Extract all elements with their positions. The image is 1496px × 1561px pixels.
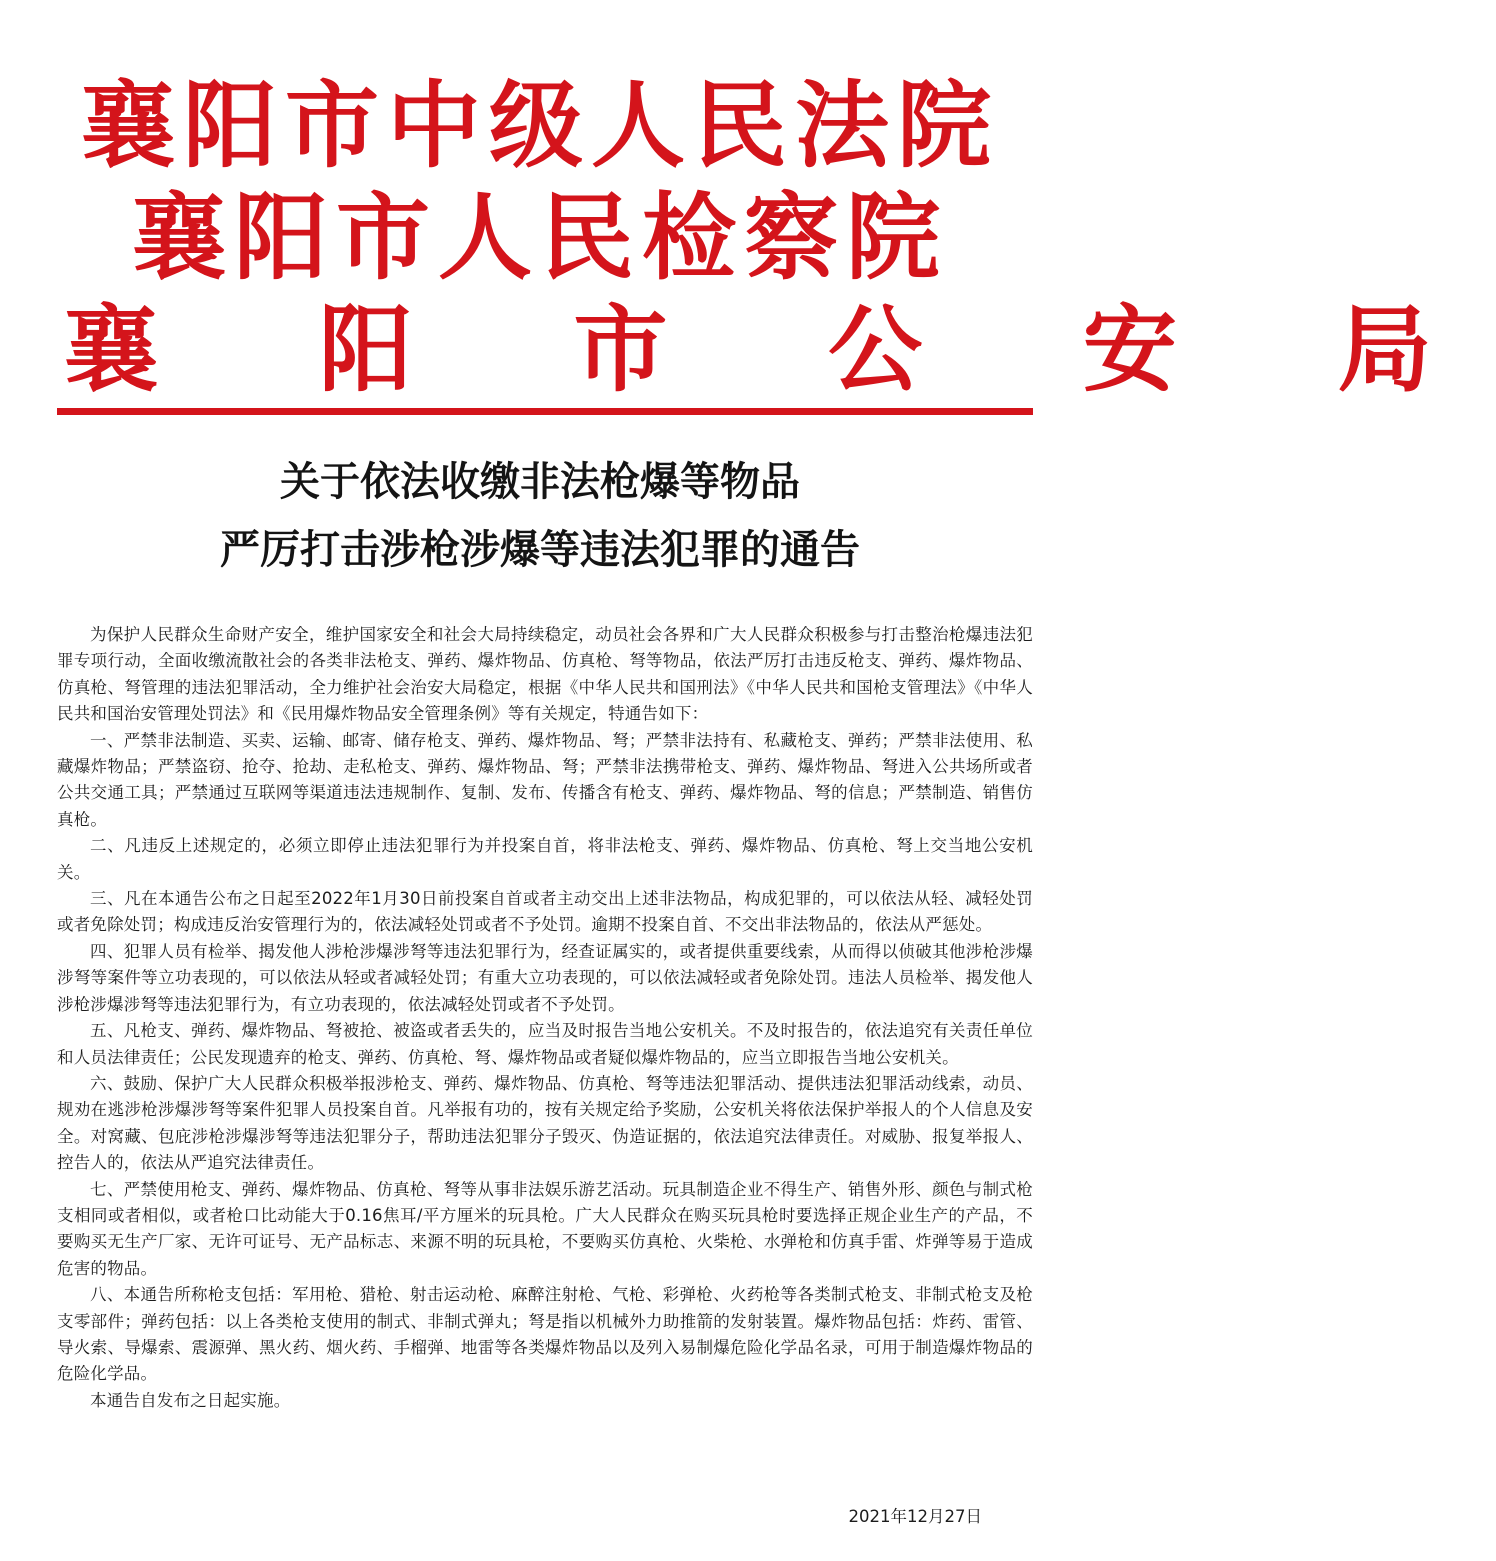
red-divider — [57, 408, 1033, 415]
title-line-2: 严厉打击涉枪涉爆等违法犯罪的通告 — [220, 526, 860, 573]
issuer-procuratorate: 襄阳市人民检察院 — [131, 183, 948, 293]
paragraph-7: 七、严禁使用枪支、弹药、爆炸物品、仿真枪、弩等从事非法娱乐游艺活动。玩具制造企业不得生产、销售外形、颜色与制式枪支相同或者相似，或者枪口比动能大于0.16焦耳/平方厘米的玩具枪。广大人民群众在购买玩具枪时要选择正规企业生产的产品，不要购买无生产厂家、无许可证号、无产品标志、来源不明的玩具枪，不要购买仿真枪、火柴枪、水弹枪和仿真手雷、炸弹等易于造成危害的物品。 — [57, 1179, 1033, 1278]
notice-title — [0, 448, 1080, 584]
paragraph-intro: 为保护人民群众生命财产安全，维护国家安全和社会大局持续稳定，动员社会各界和广大人民群众积极参与打击整治枪爆违法犯罪专项行动，全面收缴流散社会的各类非法枪支、弹药、爆炸物品、仿真枪、弩等物品，依法严厉打击违反枪支、弹药、爆炸物品、仿真枪、弩管理的违法犯罪活动，全力维护社会治安大局稳定，根据《中华人民共和国刑法》《中华人民共和国枪支管理法》《中华人民共和国治安管理处罚法》和《民用爆炸物品安全管理条例》等有关规定，特通告如下： — [57, 625, 1033, 724]
paragraph-8: 八、本通告所称枪支包括：军用枪、猎枪、射击运动枪、麻醉注射枪、气枪、彩弹枪、火药枪等各类制式枪支、非制式枪支及枪支零部件；弹药包括：以上各类枪支使用的制式、非制式弹丸；弩是指以机械外力助推箭的发射装置。爆炸物品包括：炸药、雷管、导火索、导爆索、震源弹、黑火药、烟火药、手榴弹、地雷等各类爆炸物品以及列入易制爆危险化学品名录，可用于制造爆炸物品的危险化学品。 — [57, 1285, 1033, 1384]
issuer-public-security: 襄 阳 市 公 安 局 — [64, 295, 1496, 405]
issuer-header — [0, 70, 1496, 406]
paragraph-3: 三、凡在本通告公布之日起至2022年1月30日前投案自首或者主动交出上述非法物品，构成犯罪的，可以依法从轻、减轻处罚或者免除处罚；构成违反治安管理行为的，依法减轻处罚或者不予处罚。逾期不投案自首、不交出非法物品的，依法从严惩处。 — [57, 889, 1033, 935]
issuer-court: 襄阳市中级人民法院 — [80, 71, 999, 181]
issue-date: 2021年12月27日 — [848, 1507, 982, 1526]
paragraph-5: 五、凡枪支、弹药、爆炸物品、弩被抢、被盗或者丢失的，应当及时报告当地公安机关。不及时报告的，依法追究有关责任单位和人员法律责任；公民发现遗弃的枪支、弹药、仿真枪、弩、爆炸物品或者疑似爆炸物品的，应当立即报告当地公安机关。 — [57, 1021, 1033, 1067]
paragraph-6: 六、鼓励、保护广大人民群众积极举报涉枪支、弹药、爆炸物品、仿真枪、弩等违法犯罪活动、提供违法犯罪活动线索，动员、规劝在逃涉枪涉爆涉弩等案件犯罪人员投案自首。凡举报有功的，按有关规定给予奖励，公安机关将依法保护举报人的个人信息及安全。对窝藏、包庇涉枪涉爆涉弩等违法犯罪分子，帮助违法犯罪分子毁灭、伪造证据的，依法追究法律责任。对威胁、报复举报人、控告人的，依法从严追究法律责任。 — [57, 1073, 1033, 1173]
notice-body — [57, 622, 1033, 1414]
title-line-1: 关于依法收缴非法枪爆等物品 — [280, 458, 800, 505]
paragraph-4: 四、犯罪人员有检举、揭发他人涉枪涉爆涉弩等违法犯罪行为，经查证属实的，或者提供重要线索，从而得以侦破其他涉枪涉爆涉弩等案件等立功表现的，可以依法从轻或者减轻处罚；有重大立功表现的，可以依法减轻或者免除处罚。违法人员检举、揭发他人涉枪涉爆涉弩等违法犯罪行为，有立功表现的，依法减轻处罚或者不予处罚。 — [57, 941, 1033, 1014]
paragraph-effective: 本通告自发布之日起实施。 — [90, 1390, 291, 1410]
paragraph-1: 一、严禁非法制造、买卖、运输、邮寄、储存枪支、弹药、爆炸物品、弩；严禁非法持有、私藏枪支、弹药；严禁非法使用、私藏爆炸物品；严禁盗窃、抢夺、抢劫、走私枪支、弹药、爆炸物品、弩；严禁非法携带枪支、弹药、爆炸物品、弩进入公共场所或者公共交通工具；严禁通过互联网等渠道违法违规制作、复制、发布、传播含有枪支、弹药、爆炸物品、弩的信息；严禁制造、销售仿真枪。 — [57, 730, 1033, 829]
paragraph-2: 二、凡违反上述规定的，必须立即停止违法犯罪行为并投案自首，将非法枪支、弹药、爆炸物品、仿真枪、弩上交当地公安机关。 — [57, 836, 1033, 882]
